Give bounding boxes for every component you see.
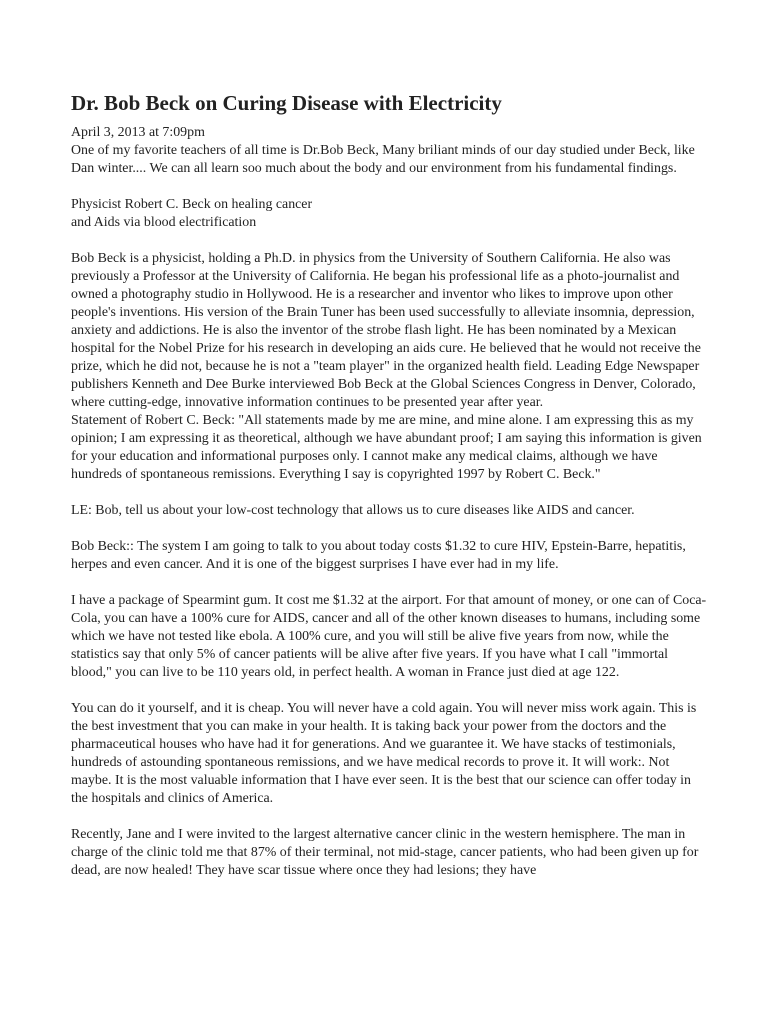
spacer [71,484,711,502]
subtitle-line-2: and Aids via blood electrification [71,215,257,230]
spacer [71,520,711,538]
article-title: Dr. Bob Beck on Curing Disease with Electricity [71,91,502,115]
spacer [71,682,711,700]
bio-paragraph: Bob Beck is a physicist, holding a Ph.D. in physics from the University of Southern California. He also was previously a Professor at the University of California. He began his professional life as a photo-journalist and owned a photography studio in Hollywood. He is a researcher and inventor who likes to improve upon other people's inventions. His version of the Brain Tuner has been used successfully to alleviate insomnia, depression, anxiety and addictions. He is also the inventor of the strobe flash light. He has been nominated by a Mexican hospital for the Nobel Prize for his research in developing an aids cure. He believed that he would not receive the prize, which he did not, because he is not a "team player" in the organized health field. Leading Edge Newspaper publishers Kenneth and Dee Burke interviewed Bob Beck at the Global Sciences Congress in Denver, Colorado, where cutting-edge, innovative information continues to be presented year after year. [71,251,701,410]
answer-paragraph-1: Bob Beck:: The system I am going to talk to you about today costs $1.32 to cure HIV, Epstein-Barre, hepatitis, herpes and even cancer. And it is one of the biggest surprises I have ever had in my life. [71,539,686,572]
interview-question: LE: Bob, tell us about your low-cost technology that allows us to cure diseases like AIDS and cancer. [71,503,635,518]
spacer [71,808,711,826]
spacer [71,178,711,196]
document-page [71,90,711,880]
statement-paragraph: Statement of Robert C. Beck: "All statements made by me are mine, and mine alone. I am expressing this as my opinion; I am expressing it as theoretical, although we have abundant proof; I am saying this information is given for your education and informational purposes only. I cannot make any medical claims, although we have hundreds of spontaneous remissions. Everything I say is copyrighted 1997 by Robert C. Beck." [71,413,702,482]
spacer [71,232,711,250]
answer-paragraph-4: Recently, Jane and I were invited to the largest alternative cancer clinic in the western hemisphere. The man in charge of the clinic told me that 87% of their terminal, not mid-stage, cancer patients, who had been given up for dead, are now healed! They have scar tissue where once they had lesions; they have [71,827,699,878]
intro-paragraph: One of my favorite teachers of all time is Dr.Bob Beck, Many briliant minds of our day studied under Beck, like Dan winter.... We can all learn soo much about the body and our environment from his fundamental findings. [71,143,695,176]
answer-paragraph-2: I have a package of Spearmint gum. It cost me $1.32 at the airport. For that amount of money, or one can of Coca-Cola, you can have a 100% cure for AIDS, cancer and all of the other known diseases to humans, including some which we have not tested like ebola. A 100% cure, and you will still be alive five years from now, while the statistics say that only 5% of cancer patients will be alive after five years. If you have what I call "immortal blood," you can live to be 110 years old, in perfect health. A woman in France just died at age 122. [71,593,707,680]
answer-paragraph-3: You can do it yourself, and it is cheap. You will never have a cold again. You will never miss work again. This is the best investment that you can make in your health. It is taking back your power from the doctors and the pharmaceutical houses who have had it for generations. And we guarantee it. We have stacks of testimonials, hundreds of astounding spontaneous remissions, and we have medical records to prove it. It will work:. Not maybe. It is the most valuable information that I have ever seen. It is the best that our science can offer today in the hospitals and clinics of America. [71,701,697,806]
post-date: April 3, 2013 at 7:09pm [71,125,205,140]
spacer [71,574,711,592]
subtitle-line-1: Physicist Robert C. Beck on healing cancer [71,197,313,212]
